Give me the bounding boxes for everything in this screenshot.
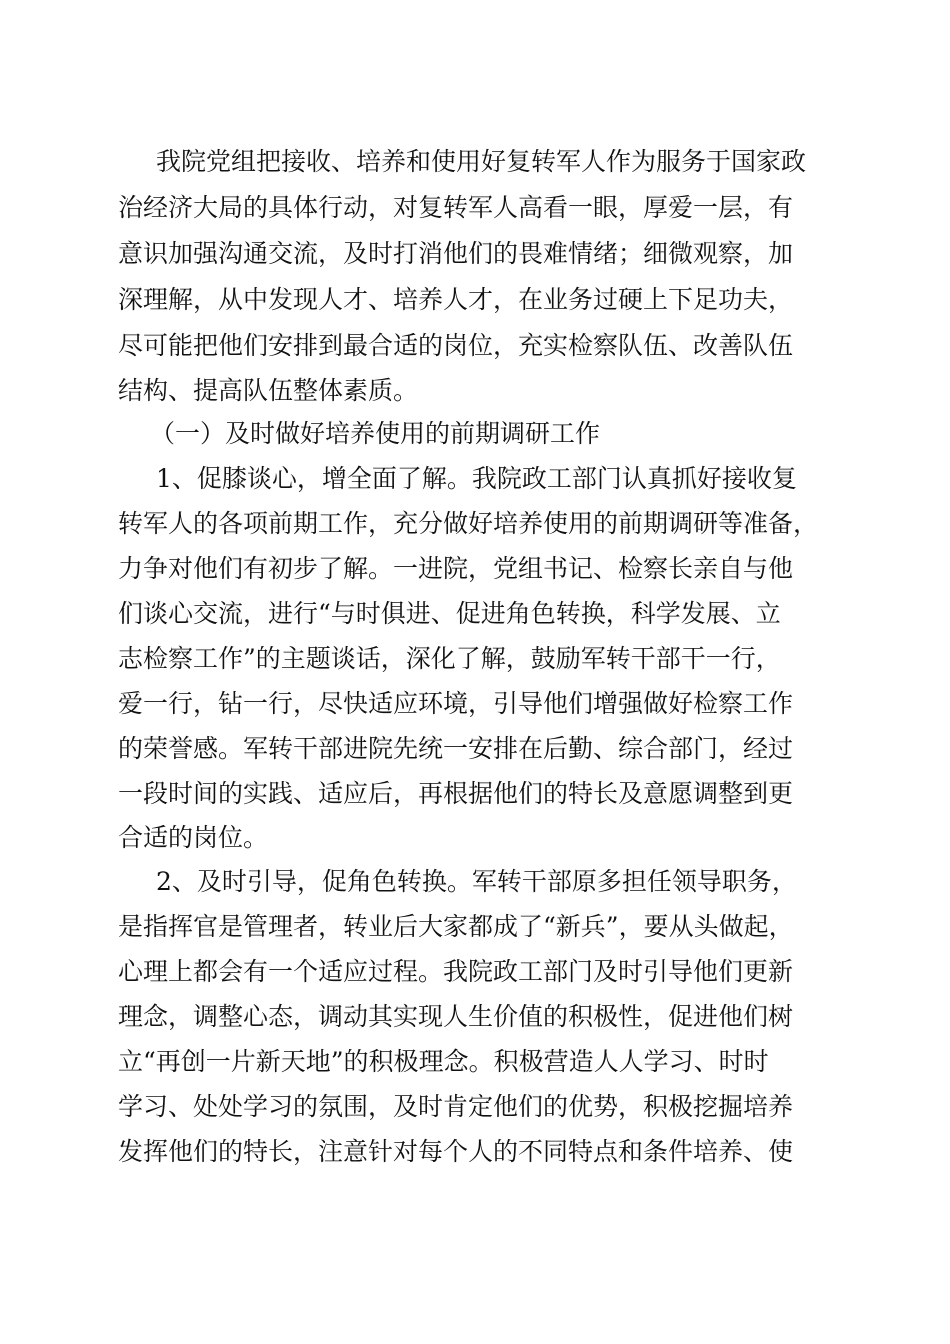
- paragraph-1-line-4: 深理解，从中发现人才、培养人才，在业务过硬上下足功夫，: [118, 285, 794, 314]
- paragraph-2-line-3: 力争对他们有初步了解。一进院，党组书记、检察长亲自与他: [118, 554, 794, 583]
- paragraph-3-line-4: 理念，调整心态，调动其实现人生价值的积极性，促进他们树: [118, 1002, 794, 1031]
- paragraph-2-line-4: 们谈心交流，进行“与时俱进、促进角色转换，科学发展、立: [118, 599, 781, 628]
- paragraph-2-line-2: 转军人的各项前期工作，充分做好培养使用的前期调研等准备，: [118, 509, 819, 538]
- paragraph-3-line-3: 心理上都会有一个适应过程。我院政工部门及时引导他们更新: [118, 957, 794, 986]
- paragraph-1-line-6: 结构、提高队伍整体素质。: [118, 376, 419, 405]
- paragraph-2-line-7: 的荣誉感。军转干部进院先统一安排在后勤、综合部门，经过: [118, 734, 794, 763]
- section-heading: （一）及时做好培养使用的前期调研工作: [150, 419, 601, 448]
- paragraph-2-line-5: 志检察工作”的主题谈话，深化了解，鼓励军转干部干一行，: [118, 644, 781, 673]
- paragraph-2-line-9: 合适的岗位。: [118, 823, 269, 852]
- paragraph-2-line-6: 爱一行，钻一行，尽快适应环境，引导他们增强做好检察工作: [118, 689, 794, 718]
- paragraph-1-line-3: 意识加强沟通交流，及时打消他们的畏难情绪；细微观察，加: [118, 239, 794, 268]
- paragraph-3-line-2: 是指挥官是管理者，转业后大家都成了“新兵”，要从头做起，: [118, 912, 794, 941]
- paragraph-3-line-7: 发挥他们的特长，注意针对每个人的不同特点和条件培养、使: [118, 1137, 794, 1166]
- paragraph-3-line-6: 学习、处处学习的氛围，及时肯定他们的优势，积极挖掘培养: [118, 1092, 794, 1121]
- paragraph-1-line-2: 治经济大局的具体行动，对复转军人高看一眼，厚爱一层，有: [118, 193, 794, 222]
- paragraph-3-line-1: 2、及时引导，促角色转换。军转干部原多担任领导职务，: [156, 867, 797, 896]
- paragraph-1-line-5: 尽可能把他们安排到最合适的岗位，充实检察队伍、改善队伍: [118, 331, 794, 360]
- paragraph-2-line-1: 1、促膝谈心，增全面了解。我院政工部门认真抓好接收复: [156, 464, 797, 493]
- paragraph-2-line-8: 一段时间的实践、适应后，再根据他们的特长及意愿调整到更: [118, 779, 794, 808]
- paragraph-3-line-5: 立“再创一片新天地”的积极理念。积极营造人人学习、时时: [118, 1047, 769, 1076]
- paragraph-1-line-1: 我院党组把接收、培养和使用好复转军人作为服务于国家政: [156, 147, 807, 176]
